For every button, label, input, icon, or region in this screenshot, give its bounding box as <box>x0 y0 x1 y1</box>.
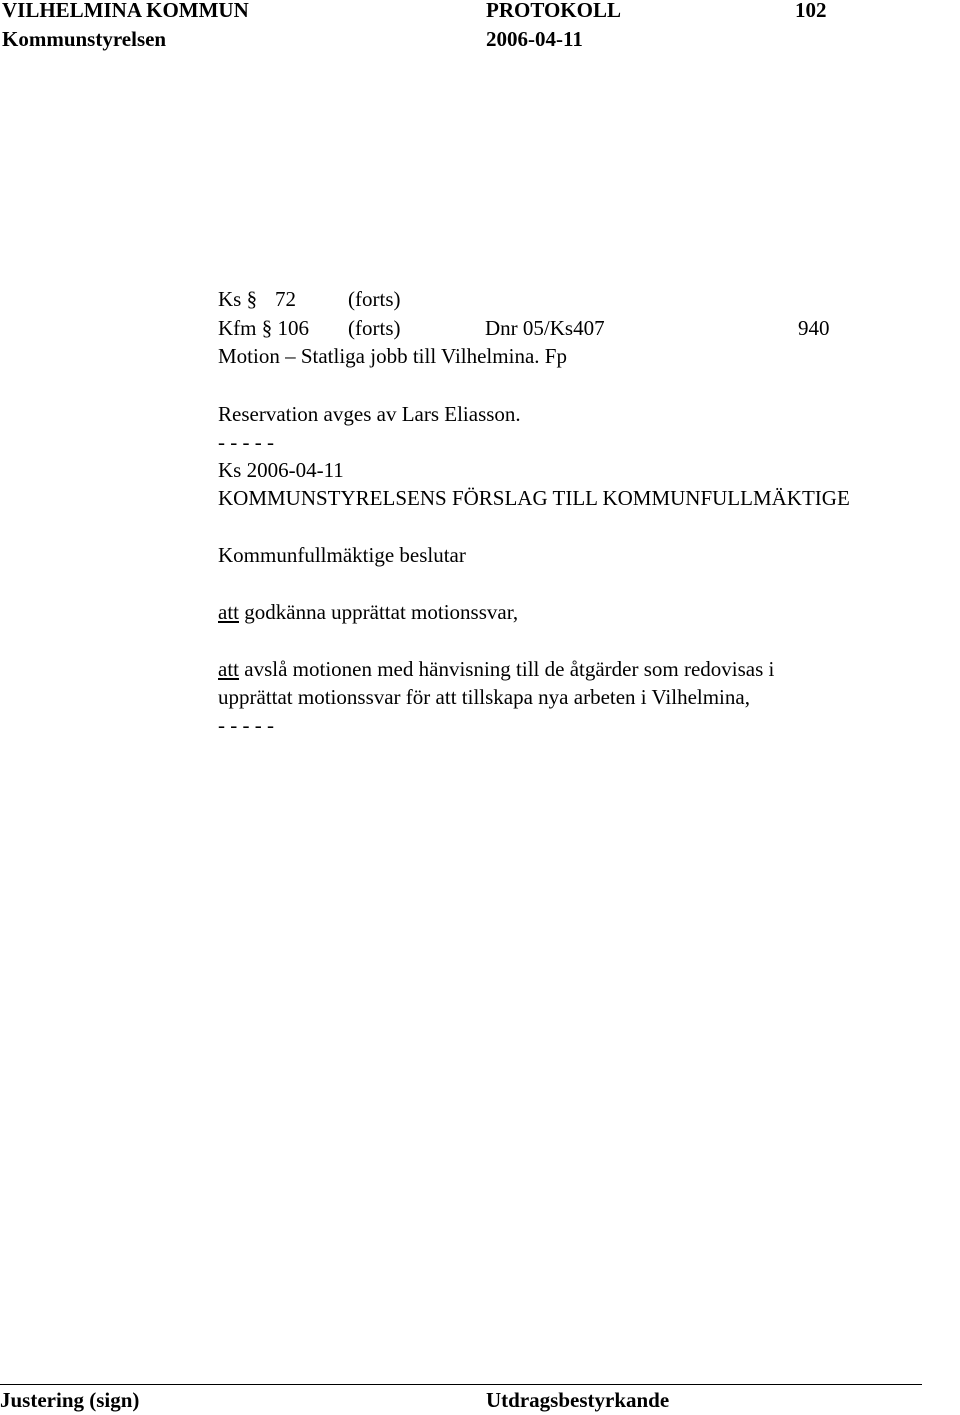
classification-code: 940 <box>798 316 830 340</box>
ks-date-line: Ks 2006-04-11 <box>218 458 344 482</box>
att-keyword: att <box>218 657 239 681</box>
att-clause-2-text: avslå motionen med hänvisning till de åtgärder som redovisas i <box>239 657 775 681</box>
meeting-date: 2006-04-11 <box>486 27 583 51</box>
ks-number: 72 <box>275 287 296 311</box>
decides-line: Kommunfullmäktige beslutar <box>218 543 466 567</box>
footer-divider <box>0 1384 922 1385</box>
footer-justering: Justering (sign) <box>0 1388 140 1412</box>
kfm-forts: (forts) <box>348 316 401 340</box>
kfm-number: 106 <box>277 316 309 340</box>
separator-end: - - - - - <box>218 713 274 737</box>
page-number: 102 <box>795 0 827 22</box>
att-clause-2-continuation: upprättat motionssvar för att tillskapa nya arbeten i Vilhelmina, <box>218 685 750 709</box>
ks-label: Ks § <box>218 287 258 311</box>
organization-name: VILHELMINA KOMMUN <box>2 0 249 22</box>
ks-forts: (forts) <box>348 287 401 311</box>
att-clause-1 <box>218 602 518 623</box>
kfm-paragraph-ref <box>218 318 878 342</box>
separator: - - - - - <box>218 430 274 454</box>
footer-utdragsbestyrkande: Utdragsbestyrkande <box>486 1388 670 1412</box>
att-keyword: att <box>218 600 239 624</box>
proposal-heading: KOMMUNSTYRELSENS FÖRSLAG TILL KOMMUNFULLMÄKTIGE <box>218 486 850 510</box>
document-type: PROTOKOLL <box>486 0 621 22</box>
reservation-note: Reservation avges av Lars Eliasson. <box>218 402 521 426</box>
item-title: Motion – Statliga jobb till Vilhelmina. Fp <box>218 344 567 368</box>
att-clause-2 <box>218 659 774 680</box>
att-clause-1-text: godkänna upprättat motionssvar, <box>239 600 519 624</box>
diary-number: Dnr 05/Ks407 <box>485 316 605 340</box>
board-name: Kommunstyrelsen <box>2 27 167 51</box>
ks-paragraph-ref <box>218 289 718 313</box>
kfm-label: Kfm § <box>218 316 273 340</box>
